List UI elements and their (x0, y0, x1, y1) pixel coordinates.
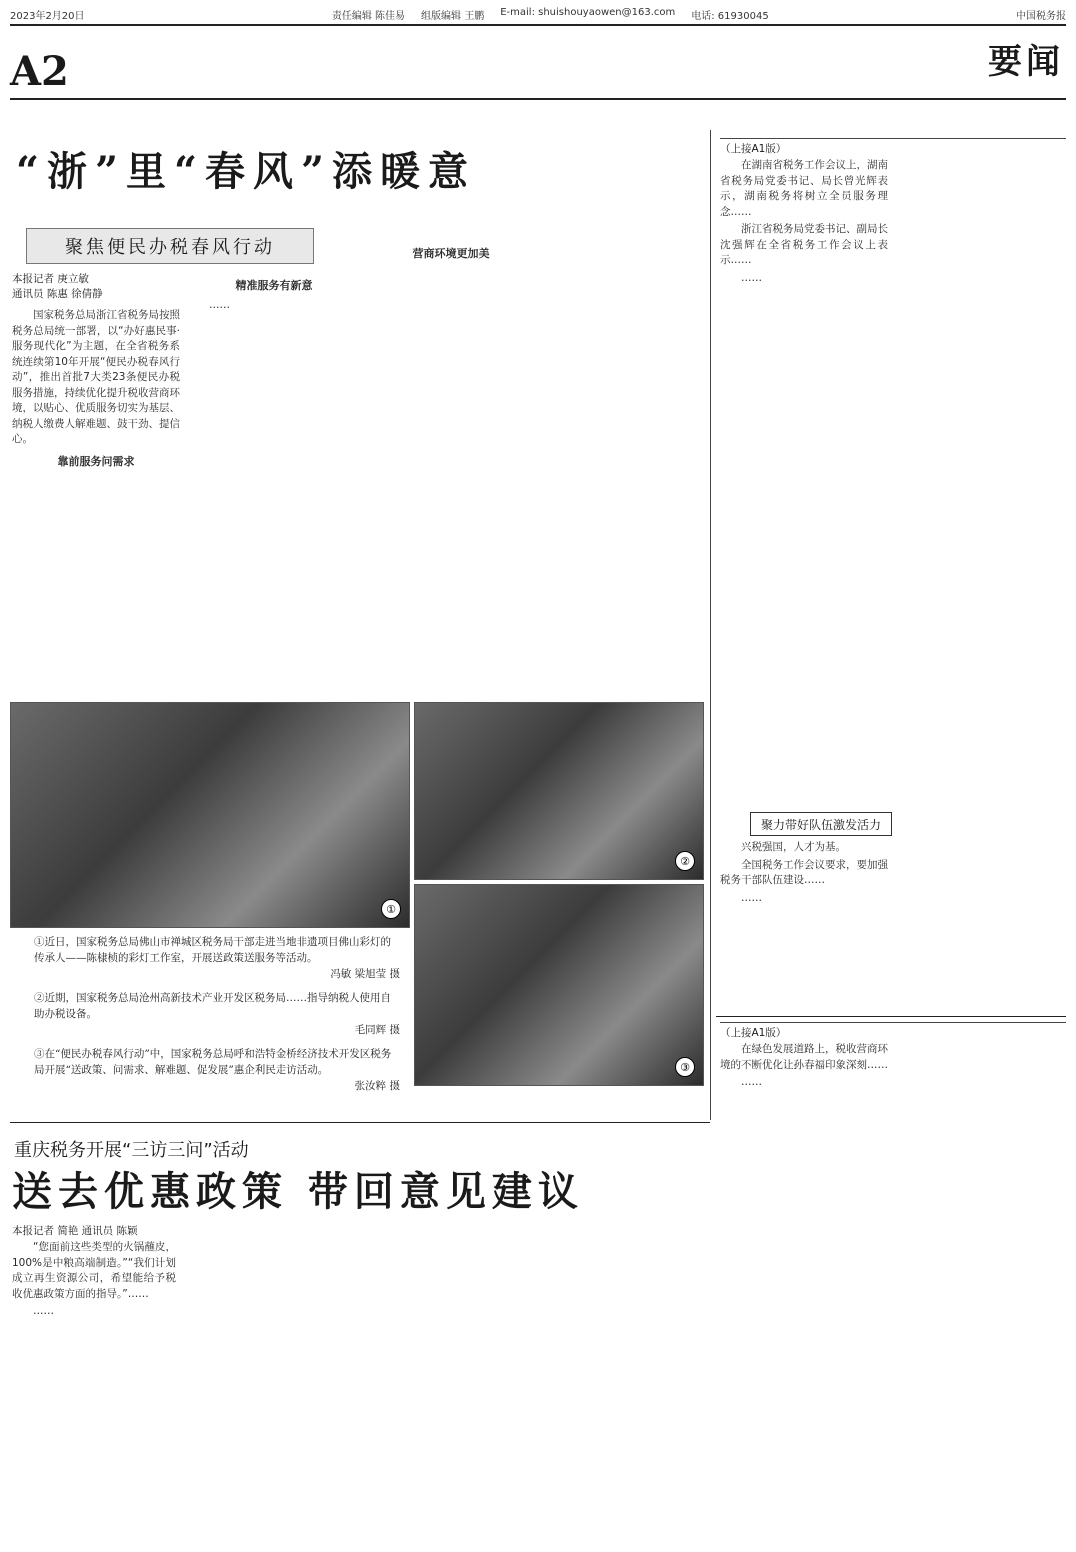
photo-caption (34, 934, 400, 982)
box-subheading: 聚力带好队伍激发活力 (750, 812, 892, 836)
caption-credit: 张汝粹 摄 (354, 1080, 400, 1092)
lead-subheading: 精准服务有新意 (235, 279, 313, 292)
top-rule (10, 24, 1066, 26)
photo-captions (34, 934, 400, 1102)
right-paragraph: 全国税务工作会议要求，要加强税务干部队伍建设…… (720, 858, 888, 886)
right-paragraph: …… (741, 891, 762, 904)
editor-info (332, 7, 769, 22)
campaign-banner: 聚焦便民办税春风行动 (26, 228, 314, 264)
page-number: A2 (10, 48, 69, 95)
right-paragraph: 在绿色发展道路上，税收营商环境的不断优化让孙春福印象深刻…… (720, 1043, 888, 1071)
lead-paragraph: …… (209, 298, 230, 311)
continued-marker: （上接A1版） (720, 138, 1066, 156)
bottom-column-3 (354, 1224, 524, 1540)
lead-column-4 (542, 240, 702, 692)
right-paragraph: 浙江省税务局党委书记、副局长沈强辉在全省税务工作会议上表示…… (720, 223, 888, 266)
caption-text: ②近期，国家税务总局沧州高新技术产业开发区税务局……指导纳税人使用自助办税设备。 (34, 992, 391, 1020)
photo-lantern-workshop (10, 702, 410, 928)
caption-text: ③在“便民办税春风行动”中，国家税务总局呼和浩特金桥经济技术开发区税务局开展“送政策、问需求、解难题、促发展”惠企利民走访活动。 (34, 1048, 392, 1076)
photo-number: ① (381, 899, 401, 919)
bottom-headline: 送去优惠政策 带回意见建议 (12, 1168, 584, 1215)
section-rule (716, 1016, 1066, 1017)
caption-credit: 冯敏 梁旭莹 摄 (330, 968, 400, 980)
lead-byline (12, 272, 103, 302)
caption-text: ①近日，国家税务总局佛山市禅城区税务局干部走进当地非遗项目佛山彩灯的传承人——陈棣桢的彩灯工作室，开展送政策送服务等活动。 (34, 936, 391, 964)
lead-column-3 (368, 240, 534, 692)
masthead-bar (10, 6, 1066, 22)
right-paragraph: …… (741, 1076, 762, 1088)
photo-caption (34, 990, 400, 1038)
photo-number: ② (675, 851, 695, 871)
lead-correspondent: 通讯员 陈惠 徐倩静 (12, 288, 103, 300)
bottom-paragraph: “您面前这些类型的火锅蘸皮，100%是中粮高端制造。”“我们计划成立再生资源公司，希望能给予税收优惠政策方面的指导。”…… (12, 1241, 176, 1300)
contact-phone: 电话: 61930045 (691, 10, 769, 22)
bottom-rule (10, 1122, 710, 1123)
right-bottom-column-2 (896, 1042, 1064, 1542)
photo-caption (34, 1046, 400, 1094)
right-paragraph: …… (741, 271, 762, 284)
bottom-column-2 (182, 1224, 346, 1540)
header-rule (10, 98, 1066, 100)
issue-date: 2023年2月20日 (10, 10, 85, 22)
section-title: 要闻 (988, 42, 1064, 82)
right-paragraph: 在湖南省税务工作会议上，湖南省税务局党委书记、局长曾光辉表示，湖南税务将树立全员服务理念…… (720, 159, 888, 218)
photo-number: ③ (675, 1057, 695, 1077)
lead-subheading: 靠前服务问需求 (57, 454, 135, 468)
right-column-1 (720, 158, 888, 798)
photo-enterprise-visit (414, 884, 704, 1086)
column-divider (710, 130, 711, 1120)
bottom-column-1 (12, 1240, 176, 1540)
bottom-subhead: 重庆税务开展“三访三问”活动 (14, 1140, 249, 1161)
responsible-editor: 责任编辑 陈佳易 (331, 10, 406, 22)
lead-paragraph: 国家税务总局浙江省税务局按照税务总局统一部署，以“办好惠民事·服务现代化”为主题，在全省税务系统连续第10年开展“便民办税春风行动”，推出首批7大类23条便民办税服务措施，持续优化提升税收营商环境，以贴心、优质服务切实为基层、纳税人缴费人解难题、鼓干劲、提信心。 (12, 309, 180, 445)
bottom-column-4 (532, 1224, 702, 1540)
right-bottom-column-1 (720, 1042, 888, 1542)
paper-name: 中国税务报 (1016, 10, 1066, 22)
lead-column-2 (188, 272, 360, 692)
right-paragraph: 兴税强国，人才为基。 (741, 841, 846, 853)
lead-column-1 (12, 308, 180, 692)
bottom-byline: 本报记者 简艳 通讯员 陈颖 (12, 1225, 138, 1237)
lead-headline: “浙”里“春风”添暖意 (16, 148, 477, 195)
right-box-text (720, 840, 888, 980)
photo-selfservice-hall (414, 702, 704, 880)
continued-marker: （上接A1版） (720, 1022, 1066, 1040)
lead-subheading: 营商环境更加美 (412, 247, 490, 260)
lead-reporter: 本报记者 庚立敏 (12, 273, 89, 285)
caption-credit: 毛同辉 摄 (354, 1024, 400, 1036)
bottom-paragraph: …… (33, 1305, 54, 1317)
layout-editor: 组版编辑 王鹏 (421, 10, 485, 22)
right-column-2 (896, 158, 1064, 998)
contact-email: E-mail: shuishouyaowen@163.com (500, 6, 676, 18)
